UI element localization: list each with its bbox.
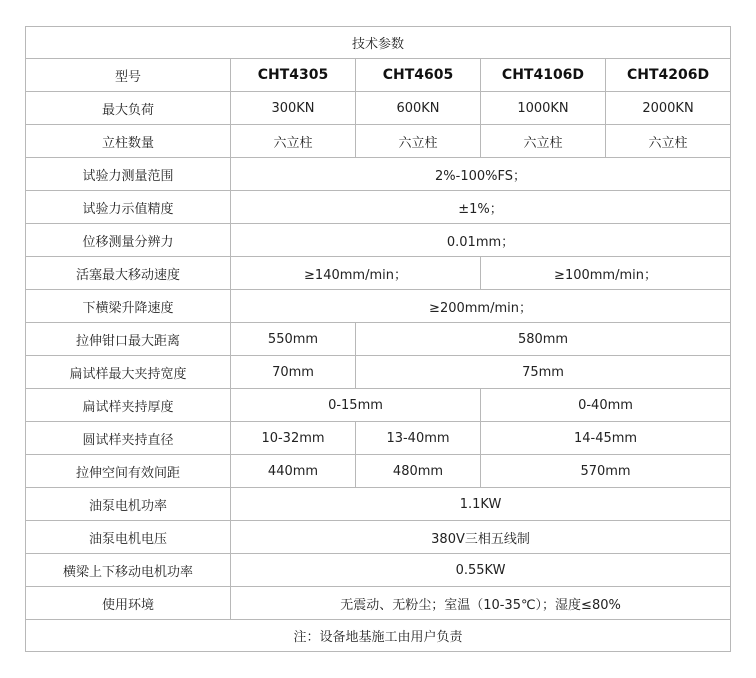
row-label: 立柱数量 — [26, 125, 231, 158]
row-label: 试验力测量范围 — [26, 158, 231, 191]
table-cell: 2%-100%FS； — [231, 158, 731, 191]
row-label: 试验力示值精度 — [26, 191, 231, 224]
table-row — [26, 92, 731, 125]
table-row — [26, 158, 731, 191]
table-note: 注：设备地基施工由用户负责 — [26, 620, 731, 652]
table-cell: 0-15mm — [231, 389, 481, 422]
table-cell: 600KN — [356, 92, 481, 125]
row-label: 型号 — [26, 59, 231, 92]
table-row — [26, 257, 731, 290]
table-cell: 六立柱 — [481, 125, 606, 158]
table-row — [26, 224, 731, 257]
table-cell: 70mm — [231, 356, 356, 389]
table-row — [26, 587, 731, 620]
row-label: 使用环境 — [26, 587, 231, 620]
row-label: 横梁上下移动电机功率 — [26, 554, 231, 587]
row-label: 下横梁升降速度 — [26, 290, 231, 323]
model-cell: CHT4206D — [606, 59, 731, 92]
row-label: 最大负荷 — [26, 92, 231, 125]
table-cell: 0.01mm； — [231, 224, 731, 257]
table-row — [26, 455, 731, 488]
table-row — [26, 323, 731, 356]
table-title: 技术参数 — [26, 27, 731, 59]
model-cell: CHT4605 — [356, 59, 481, 92]
table-cell: 580mm — [356, 323, 731, 356]
table-row — [26, 59, 731, 92]
table-cell: 1000KN — [481, 92, 606, 125]
table-cell: 六立柱 — [231, 125, 356, 158]
model-cell: CHT4106D — [481, 59, 606, 92]
table-cell: 300KN — [231, 92, 356, 125]
model-cell: CHT4305 — [231, 59, 356, 92]
table-cell: 2000KN — [606, 92, 731, 125]
table-cell: ≥140mm/min； — [231, 257, 481, 290]
table-title-row — [26, 27, 731, 59]
row-label: 扁试样夹持厚度 — [26, 389, 231, 422]
table-cell: ±1%； — [231, 191, 731, 224]
table-row — [26, 191, 731, 224]
table-cell: 0.55KW — [231, 554, 731, 587]
table-cell: 380V三相五线制 — [231, 521, 731, 554]
table-row — [26, 125, 731, 158]
table-row — [26, 521, 731, 554]
row-label: 拉伸空间有效间距 — [26, 455, 231, 488]
table-cell: ≥200mm/min； — [231, 290, 731, 323]
row-label: 油泵电机功率 — [26, 488, 231, 521]
table-row — [26, 356, 731, 389]
table-cell: ≥100mm/min； — [481, 257, 731, 290]
table-row — [26, 290, 731, 323]
row-label: 拉伸钳口最大距离 — [26, 323, 231, 356]
row-label: 圆试样夹持直径 — [26, 422, 231, 455]
table-cell: 六立柱 — [356, 125, 481, 158]
table-cell: 13-40mm — [356, 422, 481, 455]
table-cell: 无震动、无粉尘；室温（10-35℃）；湿度≤80% — [231, 587, 731, 620]
table-cell: 0-40mm — [481, 389, 731, 422]
table-cell: 570mm — [481, 455, 731, 488]
row-label: 油泵电机电压 — [26, 521, 231, 554]
row-label: 扁试样最大夹持宽度 — [26, 356, 231, 389]
row-label: 位移测量分辨力 — [26, 224, 231, 257]
table-cell: 480mm — [356, 455, 481, 488]
table-cell: 14-45mm — [481, 422, 731, 455]
table-row — [26, 554, 731, 587]
table-row — [26, 488, 731, 521]
technical-parameters-table — [25, 26, 731, 652]
table-cell: 440mm — [231, 455, 356, 488]
table-row — [26, 389, 731, 422]
table-row — [26, 422, 731, 455]
table-cell: 10-32mm — [231, 422, 356, 455]
table-cell: 1.1KW — [231, 488, 731, 521]
table-note-row — [26, 620, 731, 652]
table-cell: 550mm — [231, 323, 356, 356]
table-cell: 六立柱 — [606, 125, 731, 158]
row-label: 活塞最大移动速度 — [26, 257, 231, 290]
table-cell: 75mm — [356, 356, 731, 389]
